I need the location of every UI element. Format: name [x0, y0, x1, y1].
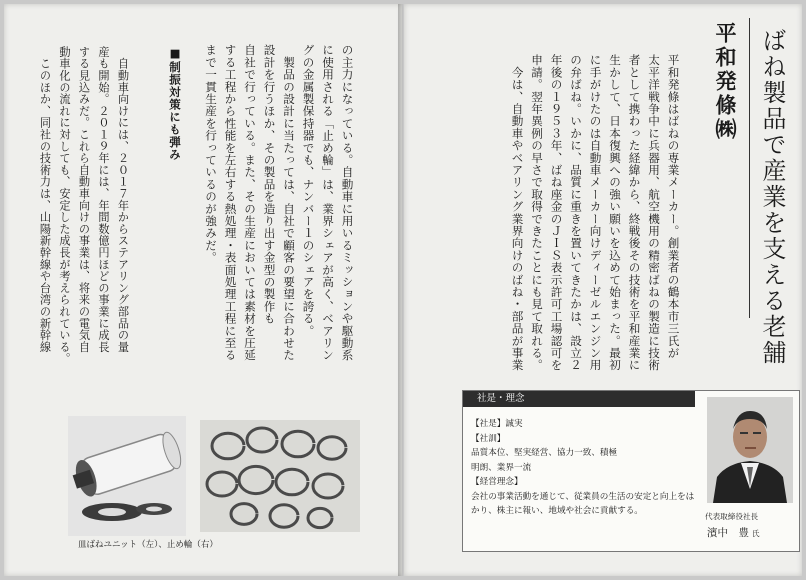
disc-spring-unit-photo — [68, 416, 186, 536]
intro-column: 平和発條はばねの専業メーカー。創業者の鶴本市三氏が — [666, 54, 681, 359]
subheading: ■制振対策にも弾み — [168, 46, 182, 161]
creed-text: 品質本位、堅実経営、協力一致、積極明朗、業界一流 — [471, 448, 618, 473]
motto-text: 誠実 — [505, 419, 523, 429]
intro-column: 者として携わった経緯から、終戦後その技術を平和産業に — [627, 54, 642, 372]
left-column: する工程から性能を左右する熱処理・表面処理工程に至る — [223, 44, 238, 362]
left-column: グの金属製保持器でも、ナンバー１のシェアを誇る。 — [301, 44, 316, 337]
left-text-lower — [38, 46, 152, 380]
company-name: 平和発條㈱ — [713, 22, 737, 142]
left-column: の主力になっている。自動車に用いるミッションや駆動系 — [340, 44, 355, 362]
left-column: する見込みだ。これら自動車向けの事業は、将来の電気自 — [77, 46, 91, 353]
company-profile-card — [462, 390, 800, 552]
left-column: 製品の設計に当たっては、自社で顧客の要望に合わせた — [282, 44, 296, 362]
profile-heading — [471, 417, 697, 432]
left-column: 動車化の流れに対しても、安定した成長が考えられている。 — [58, 46, 71, 365]
philosophy-text: 会社の事業活動を通じて、従業員の生活の安定と向上をはかり、株主に報い、地域や社会に貢献する。 — [471, 491, 695, 516]
left-page — [4, 4, 402, 576]
intro-column: に手がけたのは自動車メーカー向けディーゼルエンジン用 — [588, 54, 603, 372]
left-column: 自動車向けには、２０１７年からステアリング部品の量 — [116, 46, 130, 353]
left-column: に使用される「止め輪」は、業界シェアが高く、ベアリン — [321, 44, 335, 362]
title-divider — [749, 18, 750, 318]
left-column: このほか、同社の技術力は、山陽新幹線や台湾の新幹線 — [38, 46, 52, 353]
left-column: 設計を行うほか、その製品を造り出す金型の製作も — [262, 44, 277, 325]
left-text-upper — [201, 44, 377, 378]
intro-column: 今は、自動車やベアリング業界向けのばね・部品が事業 — [510, 54, 525, 372]
president-portrait — [707, 397, 793, 503]
intro-column: 生かして、日本復興への強い願いを込めて始まった。最初 — [608, 54, 622, 372]
president-name — [707, 525, 799, 540]
profile-heading: 【経営理念】 — [471, 477, 523, 487]
profile-body — [471, 417, 697, 519]
profile-header: 社是・理念 — [463, 391, 695, 407]
section-title: ばね製品で産業を支える老舗 — [758, 28, 786, 366]
photo-caption: 皿ばねユニット（左）、止め輪（右） — [78, 540, 218, 550]
right-page — [404, 4, 802, 576]
retaining-rings-photo — [200, 420, 360, 532]
intro-text — [507, 54, 702, 384]
left-column: まで一貫生産を行っているのが強みだ。 — [204, 44, 218, 264]
president-name-text: 濱中 豊 — [707, 527, 749, 539]
motto-heading: 【社是】 — [471, 419, 506, 429]
intro-column: の弁ばね。いかに、品質に重きを置いてきたかは、設立２ — [569, 54, 583, 372]
intro-column: 年後の１９５３年、ばね座金のＪＩＳ表示許可工場認可を — [549, 54, 564, 372]
president-photo — [707, 397, 793, 503]
intro-column: 申請。翌年異例の早さで取得できたことにも見て取れる。 — [530, 54, 544, 372]
intro-column: 太平洋戦争中に兵器用、航空機用の精密ばねの製造に技術 — [647, 54, 661, 372]
left-column: 産も開始。２０１９年には、年間数億円ほどの事業に成長 — [97, 46, 110, 353]
name-suffix: 氏 — [752, 529, 760, 538]
profile-heading: 【社訓】 — [471, 433, 506, 444]
president-title: 代表取締役社長 — [705, 512, 759, 521]
left-column: 自社で行っている。また、その生産においては素材を圧延 — [243, 44, 257, 362]
